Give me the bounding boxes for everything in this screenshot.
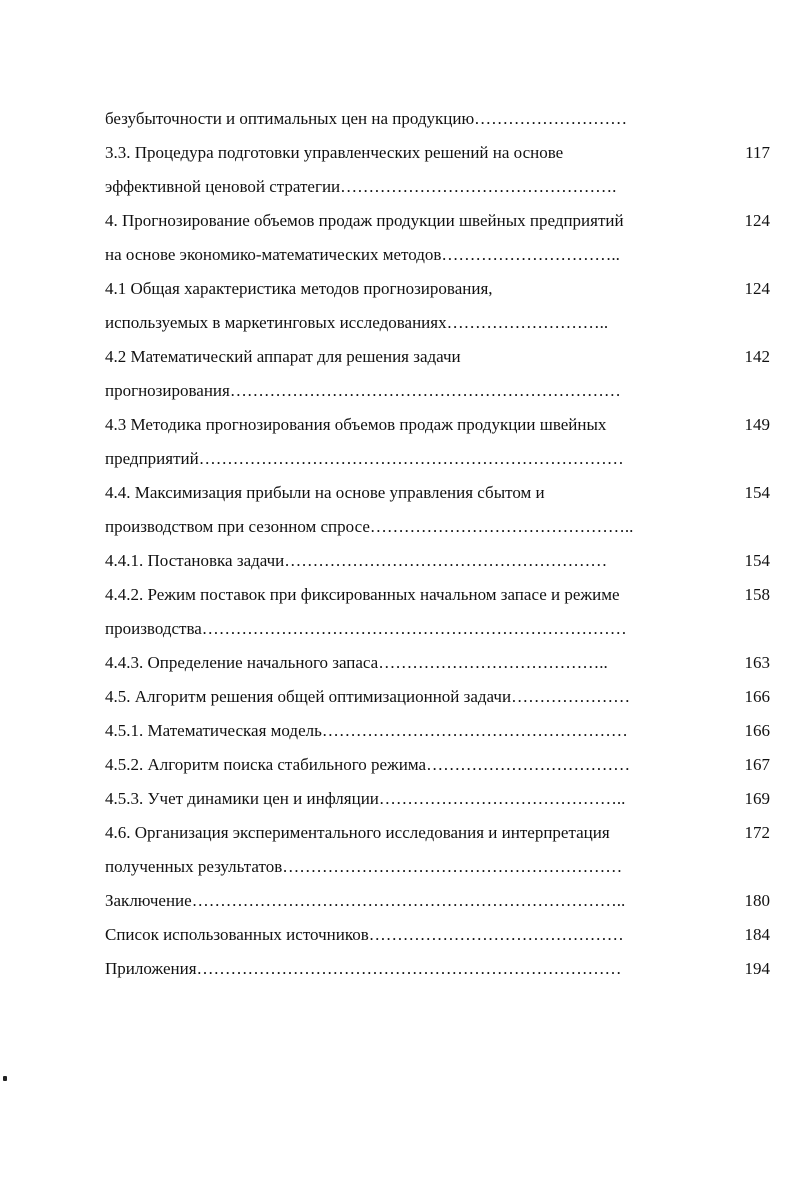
toc-entry-text: 4.3 Методика прогнозирования объемов продаж продукции швейных: [105, 415, 607, 434]
toc-entry-text: 4.6. Организация экспериментального исследования и интерпретация: [105, 823, 610, 842]
toc-line: [105, 884, 770, 918]
toc-page-number: 158: [744, 585, 770, 604]
toc-entry-text: Список использованных источников………………………………………: [105, 925, 624, 944]
toc-entry-text: используемых в маркетинговых исследованиях………………………..: [105, 313, 609, 332]
toc-page-number: 184: [744, 925, 770, 944]
toc-line: [105, 816, 770, 850]
toc-entry-text: 4.2 Математический аппарат для решения задачи: [105, 347, 461, 366]
toc-line: [105, 102, 770, 136]
toc-entry-text: 4.4. Максимизация прибыли на основе управления сбытом и: [105, 483, 545, 502]
toc-page-number: 149: [744, 415, 770, 434]
toc-entry-text: полученных результатов……………………………………………………: [105, 857, 623, 876]
toc-line: [105, 850, 770, 884]
toc-entry-text: Приложения…………………………………………………………………: [105, 959, 622, 978]
toc-page-number: 124: [744, 279, 770, 298]
toc-entry-text: прогнозирования……………………………………………………………: [105, 381, 621, 400]
toc-line: [105, 952, 770, 986]
toc-entry-text: производства…………………………………………………………………: [105, 619, 627, 638]
toc-line: [105, 510, 770, 544]
table-of-contents: [105, 102, 770, 986]
toc-entry-text: 4.4.3. Определение начального запаса…………………………………..: [105, 653, 608, 672]
toc-line: [105, 918, 770, 952]
toc-line: [105, 306, 770, 340]
toc-line: [105, 748, 770, 782]
toc-page-number: 154: [744, 483, 770, 502]
toc-line: [105, 238, 770, 272]
toc-page-number: 166: [744, 721, 770, 740]
toc-page-number: 172: [744, 823, 770, 842]
toc-line: [105, 204, 770, 238]
toc-entry-text: 4.4.2. Режим поставок при фиксированных начальном запасе и режиме: [105, 585, 620, 604]
toc-page-number: 180: [744, 891, 770, 910]
toc-entry-text: 4.1 Общая характеристика методов прогнозирования,: [105, 279, 493, 298]
toc-page-number: 167: [744, 755, 770, 774]
toc-entry-text: предприятий…………………………………………………………………: [105, 449, 624, 468]
toc-line: [105, 340, 770, 374]
toc-line: [105, 646, 770, 680]
toc-page-number: 166: [744, 687, 770, 706]
toc-line: [105, 612, 770, 646]
toc-line: [105, 170, 770, 204]
toc-line: [105, 578, 770, 612]
toc-line: [105, 408, 770, 442]
toc-line: [105, 374, 770, 408]
toc-entry-text: Заключение…………………………………………………………………..: [105, 891, 626, 910]
toc-entry-text: 3.3. Процедура подготовки управленческих решений на основе: [105, 143, 564, 162]
toc-entry-text: 4.5.1. Математическая модель………………………………………………: [105, 721, 628, 740]
toc-entry-text: 4.5. Алгоритм решения общей оптимизационной задачи…………………: [105, 687, 631, 706]
toc-line: [105, 442, 770, 476]
toc-line: [105, 680, 770, 714]
toc-line: [105, 136, 770, 170]
scan-artifact-dot: [3, 1076, 7, 1081]
toc-page-number: 117: [745, 143, 770, 162]
toc-line: [105, 544, 770, 578]
toc-line: [105, 272, 770, 306]
toc-line: [105, 714, 770, 748]
toc-page-number: 169: [744, 789, 770, 808]
toc-line: [105, 476, 770, 510]
toc-line: [105, 782, 770, 816]
toc-entry-text: на основе экономико-математических методов…………………………..: [105, 245, 620, 264]
toc-page-number: 124: [744, 211, 770, 230]
toc-entry-text: 4.5.3. Учет динамики цен и инфляции……………………………………..: [105, 789, 626, 808]
toc-entry-text: 4.5.2. Алгоритм поиска стабильного режима………………………………: [105, 755, 631, 774]
toc-entry-text: безубыточности и оптимальных цен на продукцию………………………: [105, 109, 628, 128]
toc-entry-text: эффективной ценовой стратегии………………………………………….: [105, 177, 617, 196]
toc-entry-text: 4. Прогнозирование объемов продаж продукции швейных предприятий: [105, 211, 624, 230]
toc-page-number: 163: [744, 653, 770, 672]
toc-page-number: 142: [744, 347, 770, 366]
toc-page-number: 194: [744, 959, 770, 978]
toc-page-number: 154: [744, 551, 770, 570]
toc-entry-text: 4.4.1. Постановка задачи…………………………………………………: [105, 551, 608, 570]
toc-entry-text: производством при сезонном спросе………………………………………..: [105, 517, 634, 536]
